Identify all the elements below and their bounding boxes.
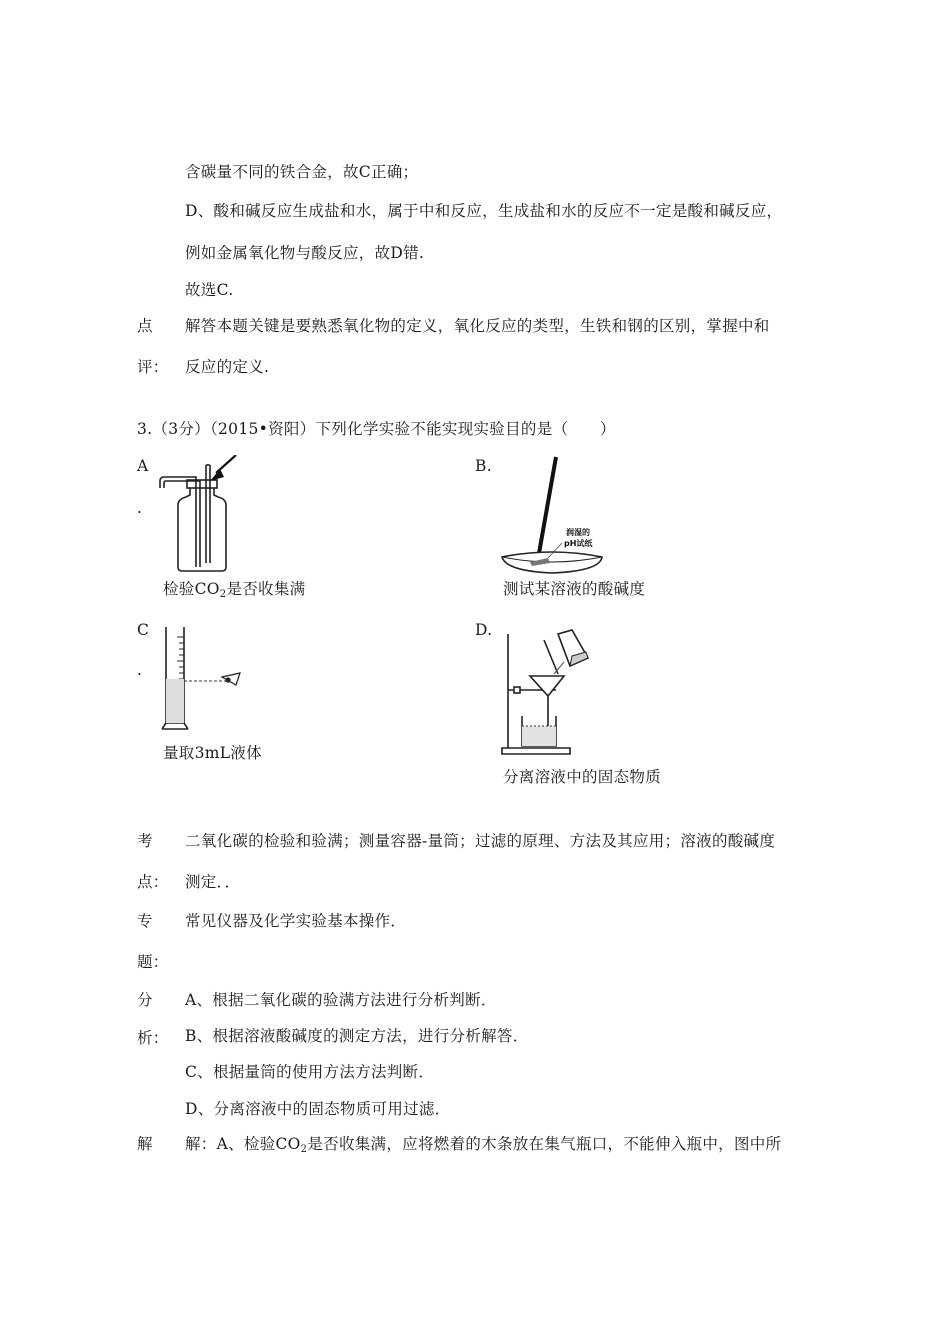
prev-line-4: 故选C. xyxy=(185,281,234,299)
prev-line-1: 含碳量不同的铁合金，故C正确； xyxy=(185,163,419,181)
option-b-letter: B. xyxy=(475,457,492,475)
fenxi-line-2: B、根据溶液酸碱度的测定方法，进行分析解答． xyxy=(185,1027,529,1045)
option-d-caption: 分离溶液中的固态物质 xyxy=(503,768,662,786)
comment-label-2: 评： xyxy=(137,358,169,376)
kaodian-label-2: 点： xyxy=(137,873,169,891)
fenxi-label-1: 分 xyxy=(137,991,153,1009)
fenxi-line-1: A、根据二氧化碳的验满方法进行分析判断． xyxy=(185,991,497,1009)
kaodian-line-2: 测定．． xyxy=(185,873,241,891)
option-c-caption: 量取3mL液体 xyxy=(163,744,262,762)
fenxi-line-3: C、根据量筒的使用方法方法判断． xyxy=(185,1063,435,1081)
fenxi-line-4: D、分离溶液中的固态物质可用过滤． xyxy=(185,1100,451,1118)
jieda-line-1: 解：A、检验$CO_2$是否收集满，应将燃着的木条放在集气瓶口，不能伸入瓶中，图中所 xyxy=(185,1135,782,1155)
comment-line-1: 解答本题关键是要熟悉氧化物的定义，氧化反应的类型，生铁和钢的区别，掌握中和 xyxy=(185,317,770,335)
option-a-letter: A xyxy=(137,457,149,475)
kaodian-label-1: 考 xyxy=(137,832,153,850)
option-c-dot: . xyxy=(137,661,143,679)
gas-bottle-illustration xyxy=(158,455,248,575)
ph-test-illustration xyxy=(498,455,608,577)
comment-line-2: 反应的定义. xyxy=(185,358,270,376)
zhuanti-label-2: 题： xyxy=(137,953,169,971)
comment-label-1: 点 xyxy=(137,317,153,335)
prev-line-2: D、酸和碱反应生成盐和水，属于中和反应，生成盐和水的反应不一定是酸和碱反应， xyxy=(185,202,783,220)
filtration-illustration xyxy=(500,624,620,756)
question-stem: 3.（3分）（2015•资阳）下列化学实验不能实现实验目的是（ ） xyxy=(137,420,616,438)
ph-paper-label-2: pH试纸 xyxy=(564,539,593,548)
ph-paper-label-1: 润湿的 xyxy=(566,528,590,537)
option-d-letter: D. xyxy=(475,621,493,639)
kaodian-line-1: 二氧化碳的检验和验满；测量容器-量筒；过滤的原理、方法及其应用；溶液的酸碱度 xyxy=(185,832,776,850)
option-c-letter: C xyxy=(137,621,150,639)
zhuanti-text: 常见仪器及化学实验基本操作． xyxy=(185,912,407,930)
option-b-caption: 测试某溶液的酸碱度 xyxy=(503,580,646,598)
prev-line-3: 例如金属氧化物与酸反应，故D错. xyxy=(185,244,425,262)
zhuanti-label-1: 专 xyxy=(137,912,153,930)
measuring-cylinder-illustration xyxy=(160,623,250,733)
jieda-label-1: 解 xyxy=(137,1135,153,1153)
option-a-dot: . xyxy=(137,499,143,517)
fenxi-label-2: 析： xyxy=(137,1029,169,1047)
option-a-caption: 检验$CO_2$是否收集满 xyxy=(163,580,306,600)
